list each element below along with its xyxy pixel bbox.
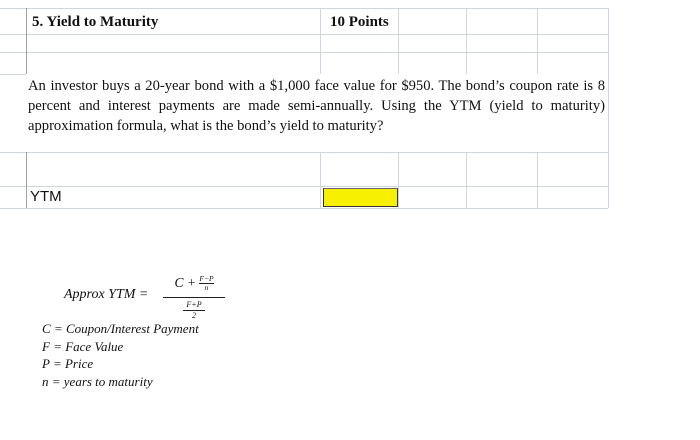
grid-line bbox=[537, 152, 538, 208]
question-title: 5. Yield to Maturity bbox=[32, 14, 159, 30]
formula-den-bottom: 2 bbox=[192, 311, 196, 320]
definition-face-value: F = Face Value bbox=[42, 338, 124, 354]
formula-den-top: F+P bbox=[186, 300, 202, 309]
grid-line bbox=[320, 8, 321, 74]
formula-lhs: Approx YTM = bbox=[64, 287, 149, 302]
formula-inner-fraction bbox=[199, 275, 213, 292]
formula-coupon-term: C + bbox=[174, 275, 196, 290]
grid-line bbox=[466, 8, 467, 74]
definition-years: n = years to maturity bbox=[42, 373, 153, 389]
definition-coupon: C = Coupon/Interest Payment bbox=[42, 321, 199, 336]
grid-line bbox=[0, 208, 608, 209]
formula-fraction-bar bbox=[163, 297, 225, 298]
formula-inner-denominator: n bbox=[204, 283, 209, 293]
grid-line bbox=[0, 34, 608, 35]
definition-price: P = Price bbox=[42, 356, 94, 371]
grid-line bbox=[466, 152, 467, 208]
grid-line bbox=[0, 186, 608, 187]
variable-definitions bbox=[42, 320, 199, 390]
spreadsheet-grid bbox=[0, 0, 700, 215]
grid-line bbox=[608, 8, 609, 208]
grid-line bbox=[537, 8, 538, 74]
ytm-answer-input[interactable] bbox=[323, 188, 398, 207]
formula-denominator bbox=[163, 300, 225, 321]
grid-line bbox=[0, 52, 608, 53]
grid-line bbox=[398, 152, 399, 208]
formula-inner-numerator: F−P bbox=[199, 274, 214, 284]
points-label: 10 Points bbox=[330, 14, 389, 30]
formula-fraction bbox=[163, 275, 225, 321]
grid-line bbox=[0, 152, 608, 153]
formula-numerator bbox=[163, 275, 225, 295]
question-text: An investor buys a 20-year bond with a $1,000 face value for $950. The bond’s coupon rate is 8 percent and interest payments are made semi-annually. Using the YTM (yield to maturity) approximation formula, what is the bond’s yield to maturity? bbox=[26, 74, 608, 152]
grid-line bbox=[320, 152, 321, 208]
grid-line bbox=[0, 8, 608, 9]
ytm-label: YTM bbox=[30, 188, 62, 205]
grid-line bbox=[398, 8, 399, 74]
